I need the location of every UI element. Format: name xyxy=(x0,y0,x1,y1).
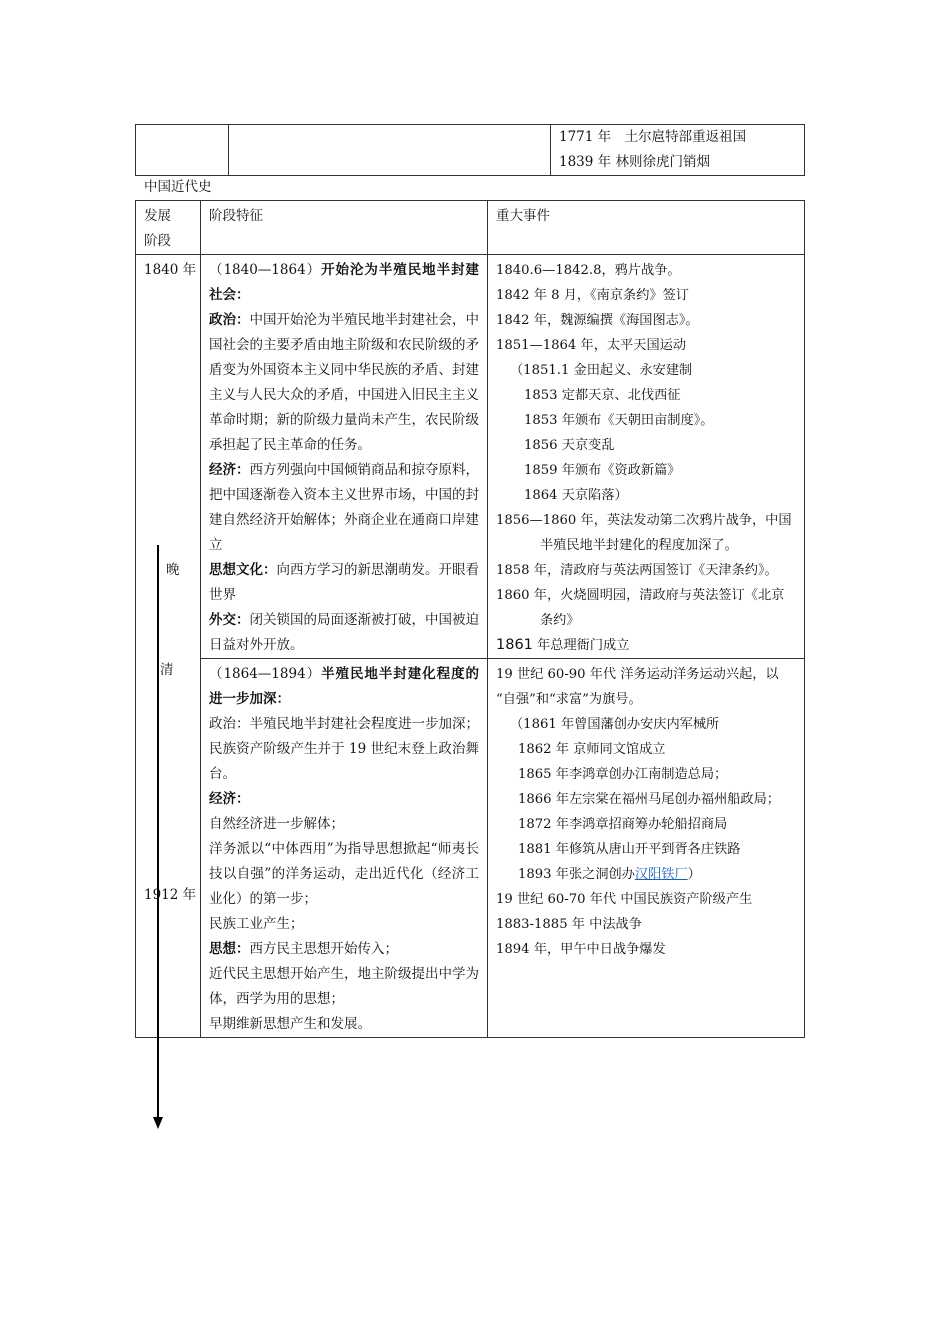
event-1839: 1839 年 林则徐虎门销烟 xyxy=(559,154,710,170)
period2-politics: 政治：半殖民地半封建社会程度进一步加深；民族资产阶级产生并于 19 世纪末登上政治舞台。 xyxy=(209,716,479,782)
event-line: 19 世纪 60-70 年代 中国民族资产阶级产生 xyxy=(496,892,753,907)
hanyang-ironworks-link[interactable]: 汉阳铁厂 xyxy=(634,867,688,882)
top-events-cell xyxy=(551,125,805,176)
event-line: 1853 定都天京、北伐西征 xyxy=(524,388,681,403)
header-features: 阶段特征 xyxy=(201,201,488,255)
event-line: 1858 年，清政府与英法两国签订《天津条约》。 xyxy=(496,563,778,578)
modern-history-table xyxy=(135,200,805,1038)
period1-features: （1840—1864）开始沦为半殖民地半封建社会： 政治：中国开始沦为半殖民地半封建社会，中国社会的主要矛盾由地主阶级和农民阶级的矛盾变为外国资本主义同中华民族的矛盾、封建主义与人民大众的矛盾，中国进入旧民主主义革命时期；新的阶级力量尚未产生，农民阶级承担起了民主革命的任务。 经济：西方列强向中国倾销商品和掠夺原料，把中国逐渐卷入资本主义世界市场，中国的封建自然经济开始解体；外商企业在通商口岸建立 思想文化：向西方学习的新思潮萌发。开眼看世界 外交：闭关锁国的局面逐渐被打破，中国被迫日益对外开放。 xyxy=(201,255,488,659)
event-1771: 1771 年 土尔扈特部重返祖国 xyxy=(559,129,747,145)
start-year: 1840 年 xyxy=(144,262,197,278)
stage-cell xyxy=(136,255,201,1038)
period1-economy: 西方列强向中国倾销商品和掠夺原料，把中国逐渐卷入资本主义世界市场，中国的封建自然经济开始解体；外商企业在通商口岸建立 xyxy=(209,462,479,553)
label-wan: 晚 xyxy=(166,562,180,578)
event-line: 1864 天京陷落） xyxy=(524,488,628,503)
top-empty-cell-2 xyxy=(229,125,551,176)
period1-events xyxy=(488,255,805,659)
event-line: 半殖民地半封建化的程度加深了。 xyxy=(540,538,738,553)
event-line: 1865 年李鸿章创办江南制造总局； xyxy=(518,767,728,782)
header-stage: 发展 阶段 xyxy=(136,201,201,255)
event-line: （1851.1 金田起义、永安建制 xyxy=(510,363,693,378)
event-line: 1883-1885 年 中法战争 xyxy=(496,917,642,932)
period1-politics: 中国开始沦为半殖民地半封建社会，中国社会的主要矛盾由地主阶级和农民阶级的矛盾变为外国资本主义同中华民族的矛盾、封建主义与人民大众的矛盾，中国进入旧民主主义革命时期；新的阶级力量尚未产生，农民阶级承担起了民主革命的任务。 xyxy=(209,312,479,453)
event-line: 1881 年修筑从唐山开平到胥各庄铁路 xyxy=(518,842,741,857)
event-line: 1894 年，甲午中日战争爆发 xyxy=(496,942,666,957)
event-line: 1860 年，火烧圆明园，清政府与英法签订《北京 xyxy=(496,588,785,603)
timeline-arrow-line xyxy=(157,545,159,1121)
top-empty-cell-1 xyxy=(136,125,229,176)
period2-events xyxy=(488,659,805,1038)
event-line: 1853 年颁布《天朝田亩制度》。 xyxy=(524,413,714,428)
period1-title: 开始沦为半殖民地半封建社会： xyxy=(209,262,480,303)
header-events: 重大事件 xyxy=(488,201,805,255)
period1-culture: 向西方学习的新思潮萌发。开眼看世界 xyxy=(209,562,479,603)
end-year: 1912 年 xyxy=(144,887,197,903)
event-line: 1872 年李鸿章招商筹办轮船招商局 xyxy=(518,817,728,832)
period2-title: 半殖民地半封建化程度的进一步加深： xyxy=(209,666,480,707)
event-line: 1842 年，魏源编撰《海国图志》。 xyxy=(496,313,699,328)
event-line: “自强”和“求富”为旗号。 xyxy=(496,692,642,707)
event-line: 1851—1864 年，太平天国运动 xyxy=(496,338,687,353)
header-row xyxy=(136,201,805,255)
event-line: 1866 年左宗棠在福州马尾创办福州船政局； xyxy=(518,792,780,807)
event-line: 1859 年颁布《资政新篇》 xyxy=(524,463,681,478)
event-line: 1861 年总理衙门成立 xyxy=(496,637,630,653)
period-row-2 xyxy=(136,659,805,1038)
event-line: 19 世纪 60-90 年代 洋务运动洋务运动兴起，以 xyxy=(496,667,779,682)
event-line: 1856—1860 年，英法发动第二次鸦片战争，中国 xyxy=(496,513,792,528)
event-line: 1842 年 8 月，《南京条约》签订 xyxy=(496,288,689,303)
event-line: 1893 年张之洞创办汉阳铁厂） xyxy=(518,867,701,882)
timeline-arrow-head xyxy=(153,1117,163,1129)
top-continuation-table xyxy=(135,124,805,176)
period2-features: （1864—1894）半殖民地半封建化程度的进一步加深： 政治：半殖民地半封建社会程度进一步加深；民族资产阶级产生并于 19 世纪末登上政治舞台。 经济： 自然经济进一步解体； 洋务派以“中体西用”为指导思想掀起“师夷长技以自强”的洋务运动，走出近代化（经济工业化）的第一步； 民族工业产生； 思想：西方民主思想开始传入； 近代民主思想开始产生，地主阶级提出中学为体，西学为用的思想； 早期维新思想产生和发展。 xyxy=(201,659,488,1038)
section-title: 中国近代史 xyxy=(144,179,212,195)
event-line: 1862 年 京师同文馆成立 xyxy=(518,742,666,757)
event-line: 条约》 xyxy=(540,613,580,628)
event-line: 1840.6—1842.8，鸦片战争。 xyxy=(496,263,681,278)
period-row-1 xyxy=(136,255,805,659)
event-line: 1856 天京变乱 xyxy=(524,438,615,453)
label-qing: 清 xyxy=(160,662,174,678)
period1-diplomacy: 闭关锁国的局面逐渐被打破，中国被迫日益对外开放。 xyxy=(209,612,479,653)
event-line: （1861 年曾国藩创办安庆内军械所 xyxy=(510,717,720,732)
